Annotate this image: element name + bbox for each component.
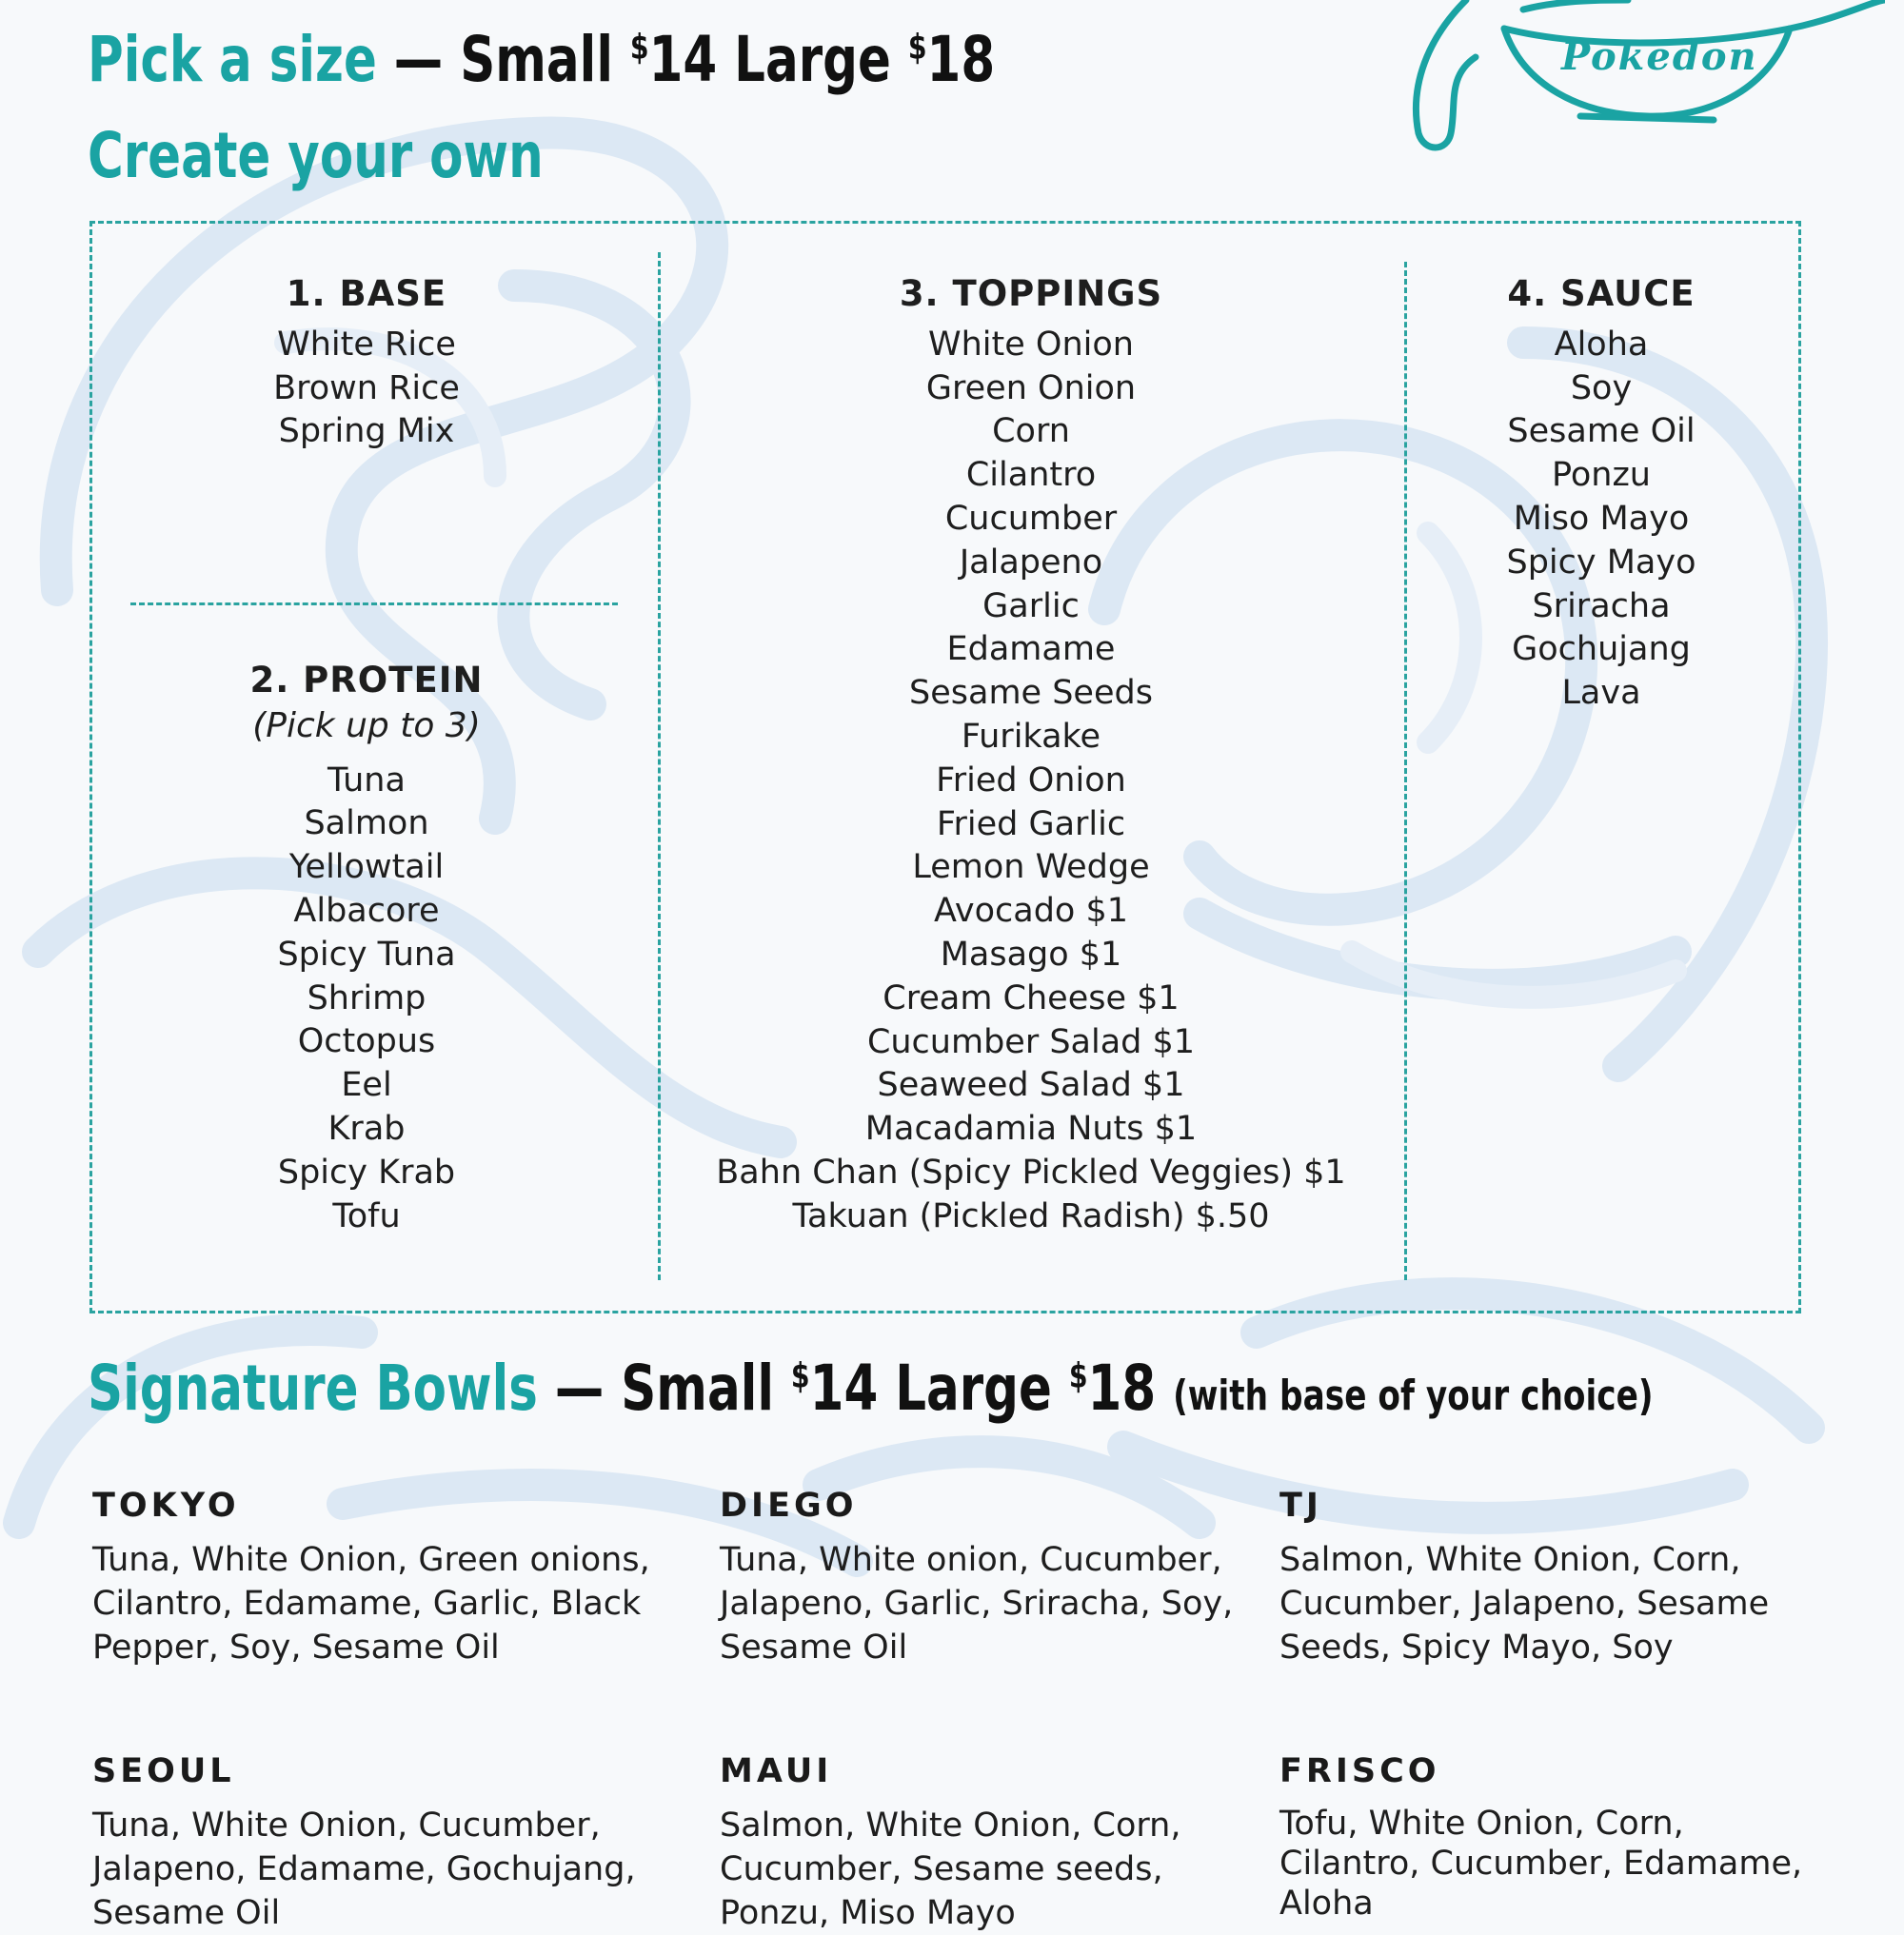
sauce-option: Gochujang [1512, 630, 1691, 669]
sauce-option: Lava [1561, 674, 1641, 713]
topping-option: Avocado $1 [933, 892, 1128, 931]
protein-option: Salmon [304, 804, 429, 843]
base-title: 1. BASE [286, 273, 447, 314]
bowl-ingredients: Tuna, White Onion, Green onions, Cilantro, Edamame, Garlic, Black Pepper, Soy, Sesame Oil [92, 1541, 650, 1667]
size-heading-dash: — [393, 23, 444, 96]
sauce-option: Sesame Oil [1507, 412, 1696, 451]
sauce-option: Aloha [1554, 325, 1649, 364]
topping-option: Green Onion [925, 368, 1137, 407]
topping-option: Fried Garlic [936, 804, 1126, 843]
bowl-maui [720, 1752, 1291, 1935]
topping-option: Corn [992, 412, 1070, 451]
signature-heading-dash: — [554, 1352, 605, 1425]
bowl-frisco [1279, 1752, 1870, 1924]
topping-option: Masago $1 [940, 935, 1122, 974]
protein-option: Octopus [297, 1022, 436, 1061]
size-large-price: 18 [926, 23, 996, 96]
topping-option: Sesame Seeds [909, 674, 1153, 713]
protein-option: Spicy Tuna [277, 935, 456, 974]
topping-option: Edamame [946, 630, 1116, 669]
size-large-label: Large [734, 23, 891, 96]
size-small-currency: $ [629, 27, 649, 68]
topping-option: White Onion [928, 325, 1134, 364]
sauce-option: Ponzu [1551, 456, 1651, 495]
bowl-name: TOKYO [92, 1487, 240, 1525]
protein-option: Shrimp [307, 978, 426, 1017]
topping-option: Cilantro [965, 456, 1097, 495]
protein-option: Yellowtail [288, 848, 445, 887]
base-option: Brown Rice [273, 368, 460, 407]
base-option: White Rice [277, 325, 456, 364]
topping-option: Takuan (Pickled Radish) $.50 [792, 1196, 1270, 1235]
signature-large-label: Large [895, 1352, 1052, 1425]
protein-option: Tofu [332, 1196, 401, 1235]
topping-option: Cream Cheese $1 [883, 978, 1180, 1017]
bowl-ingredients: Tuna, White onion, Cucumber, Jalapeno, Garlic, Sriracha, Soy, Sesame Oil [720, 1541, 1234, 1667]
toppings-section [666, 272, 1396, 1239]
sauce-section [1418, 272, 1784, 716]
create-heading: Create your own [88, 119, 544, 192]
bowl-name: SEOUL [92, 1752, 235, 1790]
protein-option: Eel [341, 1066, 392, 1105]
topping-option: Furikake [961, 717, 1101, 756]
bowl-ingredients: Salmon, White Onion, Corn, Cucumber, Sesame seeds, Ponzu, Miso Mayo [720, 1807, 1181, 1932]
topping-option: Lemon Wedge [912, 848, 1150, 887]
signature-large-price: 18 [1087, 1352, 1157, 1425]
topping-option: Seaweed Salad $1 [877, 1066, 1185, 1105]
protein-option: Albacore [293, 891, 440, 930]
bowl-ingredients: Tuna, White Onion, Cucumber, Jalapeno, Edamame, Gochujang, Sesame Oil [92, 1807, 636, 1932]
bowl-ingredients: Salmon, White Onion, Corn, Cucumber, Jalapeno, Sesame Seeds, Spicy Mayo, Soy [1279, 1541, 1770, 1667]
topping-option: Cucumber Salad $1 [866, 1022, 1196, 1061]
bowl-diego [720, 1487, 1291, 1669]
sauce-option: Sriracha [1532, 586, 1671, 625]
size-small-label: Small [460, 23, 613, 96]
bowl-name: FRISCO [1279, 1752, 1440, 1790]
column-divider [658, 252, 661, 1280]
topping-option: Bahn Chan (Spicy Pickled Veggies) $1 [716, 1153, 1346, 1192]
column-divider [1404, 262, 1407, 1280]
logo-wordmark: Pokedon [1561, 34, 1758, 79]
protein-option: Spicy Krab [277, 1153, 456, 1192]
topping-option: Macadamia Nuts $1 [864, 1110, 1198, 1149]
topping-option: Jalapeno [959, 543, 1103, 582]
pokedon-logo [1390, 0, 1885, 162]
protein-option: Krab [327, 1109, 406, 1148]
signature-small-label: Small [621, 1352, 774, 1425]
toppings-title: 3. TOPPINGS [899, 273, 1163, 314]
bowl-ingredients: Tofu, White Onion, Corn, Cilantro, Cucumber, Edamame, Aloha [1279, 1805, 1803, 1923]
size-heading [88, 23, 995, 96]
bowl-tokyo [92, 1487, 702, 1669]
bowl-seoul [92, 1752, 702, 1935]
signature-small-price: 14 [809, 1352, 879, 1425]
bowl-tj [1279, 1487, 1870, 1669]
sauce-option: Miso Mayo [1513, 499, 1690, 538]
protein-title: 2. PROTEIN [249, 660, 484, 701]
sauce-option: Spicy Mayo [1506, 543, 1696, 582]
protein-subtitle: (Pick up to 3) [252, 705, 481, 745]
topping-option: Cucumber [944, 499, 1118, 538]
bowl-name: DIEGO [720, 1487, 858, 1525]
size-heading-label: Pick a size [88, 23, 377, 96]
signature-large-currency: $ [1068, 1355, 1088, 1396]
signature-heading-label: Signature Bowls [88, 1352, 538, 1425]
topping-option: Fried Onion [936, 760, 1126, 800]
section-divider [130, 602, 618, 605]
base-section [124, 272, 609, 454]
sauce-title: 4. SAUCE [1507, 273, 1696, 314]
signature-small-currency: $ [790, 1355, 810, 1396]
sauce-option: Soy [1570, 368, 1633, 407]
size-large-currency: $ [907, 27, 927, 68]
signature-heading [88, 1352, 1654, 1425]
protein-section [124, 659, 609, 1238]
base-option: Spring Mix [278, 412, 455, 451]
bowl-name: TJ [1279, 1487, 1322, 1525]
bowl-name: MAUI [720, 1752, 833, 1790]
topping-option: Garlic [982, 586, 1080, 625]
protein-option: Tuna [327, 760, 406, 800]
signature-note: (with base of your choice) [1173, 1372, 1654, 1420]
size-small-price: 14 [648, 23, 718, 96]
